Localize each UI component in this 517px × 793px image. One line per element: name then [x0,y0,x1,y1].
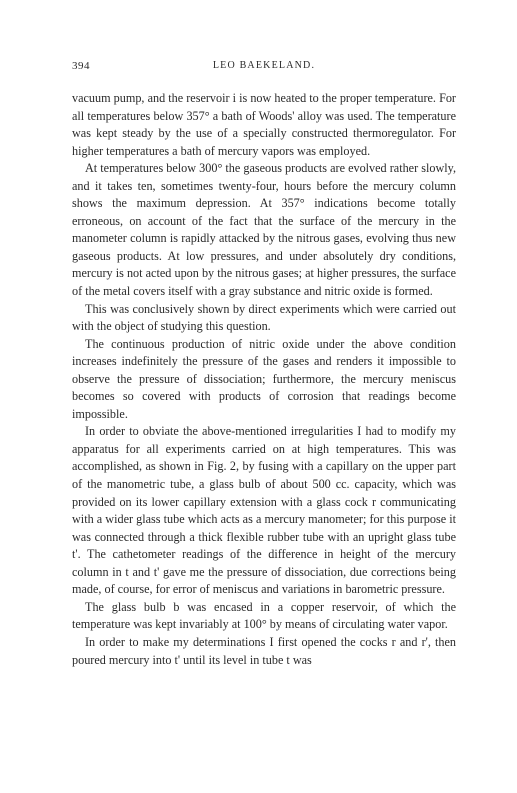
running-title: LEO BAEKELAND. [212,60,316,71]
paragraph: The glass bulb b was encased in a copper reservoir, of which the temperature was kept invariably at 100° by means of circulating water vapor. [72,599,456,632]
body-text [72,90,456,669]
page-number: 394 [72,60,90,72]
paragraph-continuation: vacuum pump, and the reservoir i is now heated to the proper temperature. For all temperatures below 357° a bath of Woods' alloy was used. The temperature was kept steady by the use of a specially constructed thermoregulator. For higher temperatures a bath of mercury vapors was employed. [72,91,456,158]
paragraph: This was conclusively shown by direct experiments which were carried out with the object of studying this question. [72,301,456,334]
paragraph: In order to obviate the above-mentioned irregularities I had to modify my apparatus for all experiments carried on at high temperatures. This was accomplished, as shown in Fig. 2, by fusing with a capillary on the upper part of the manometric tube, a glass bulb of about 500 cc. capacity, which was provided on its lower capillary extension with a glass cock r communicating with a wider glass tube which acts as a mercury manometer; for this purpose it was connected through a thick flexible rubber tube with an upright glass tube t'. The cathetometer readings of the difference in height of the mercury column in t and t' gave me the pressure of dissociation, due corrections being made, of course, for error of meniscus and variations in barometric pressure. [72,424,456,597]
paragraph: In order to make my determinations I first opened the cocks r and r', then poured mercury into t' until its level in tube t was [72,634,456,667]
running-head [72,60,456,80]
paragraph: The continuous production of nitric oxide under the above condition increases indefinitely the pressure of the gases and renders it impossible to observe the pressure of dissociation; furthermore, the mercury meniscus becomes so covered with products of corrosion that readings become impossible. [72,336,456,421]
book-page [72,60,456,669]
paragraph: At temperatures below 300° the gaseous products are evolved rather slowly, and it takes ten, sometimes twenty-four, hours before the mercury column shows the maximum depression. At 357° indications become totally erroneous, on account of the fact that the surface of the mercury in the manometer column is rapidly attacked by the nitrous gases, evolving thus new gaseous products. At low pressures, and under absolutely dry conditions, mercury is not acted upon by the nitrous gases; at higher pressures, the surface of the metal covers itself with a gray substance and nitric oxide is formed. [72,161,456,299]
